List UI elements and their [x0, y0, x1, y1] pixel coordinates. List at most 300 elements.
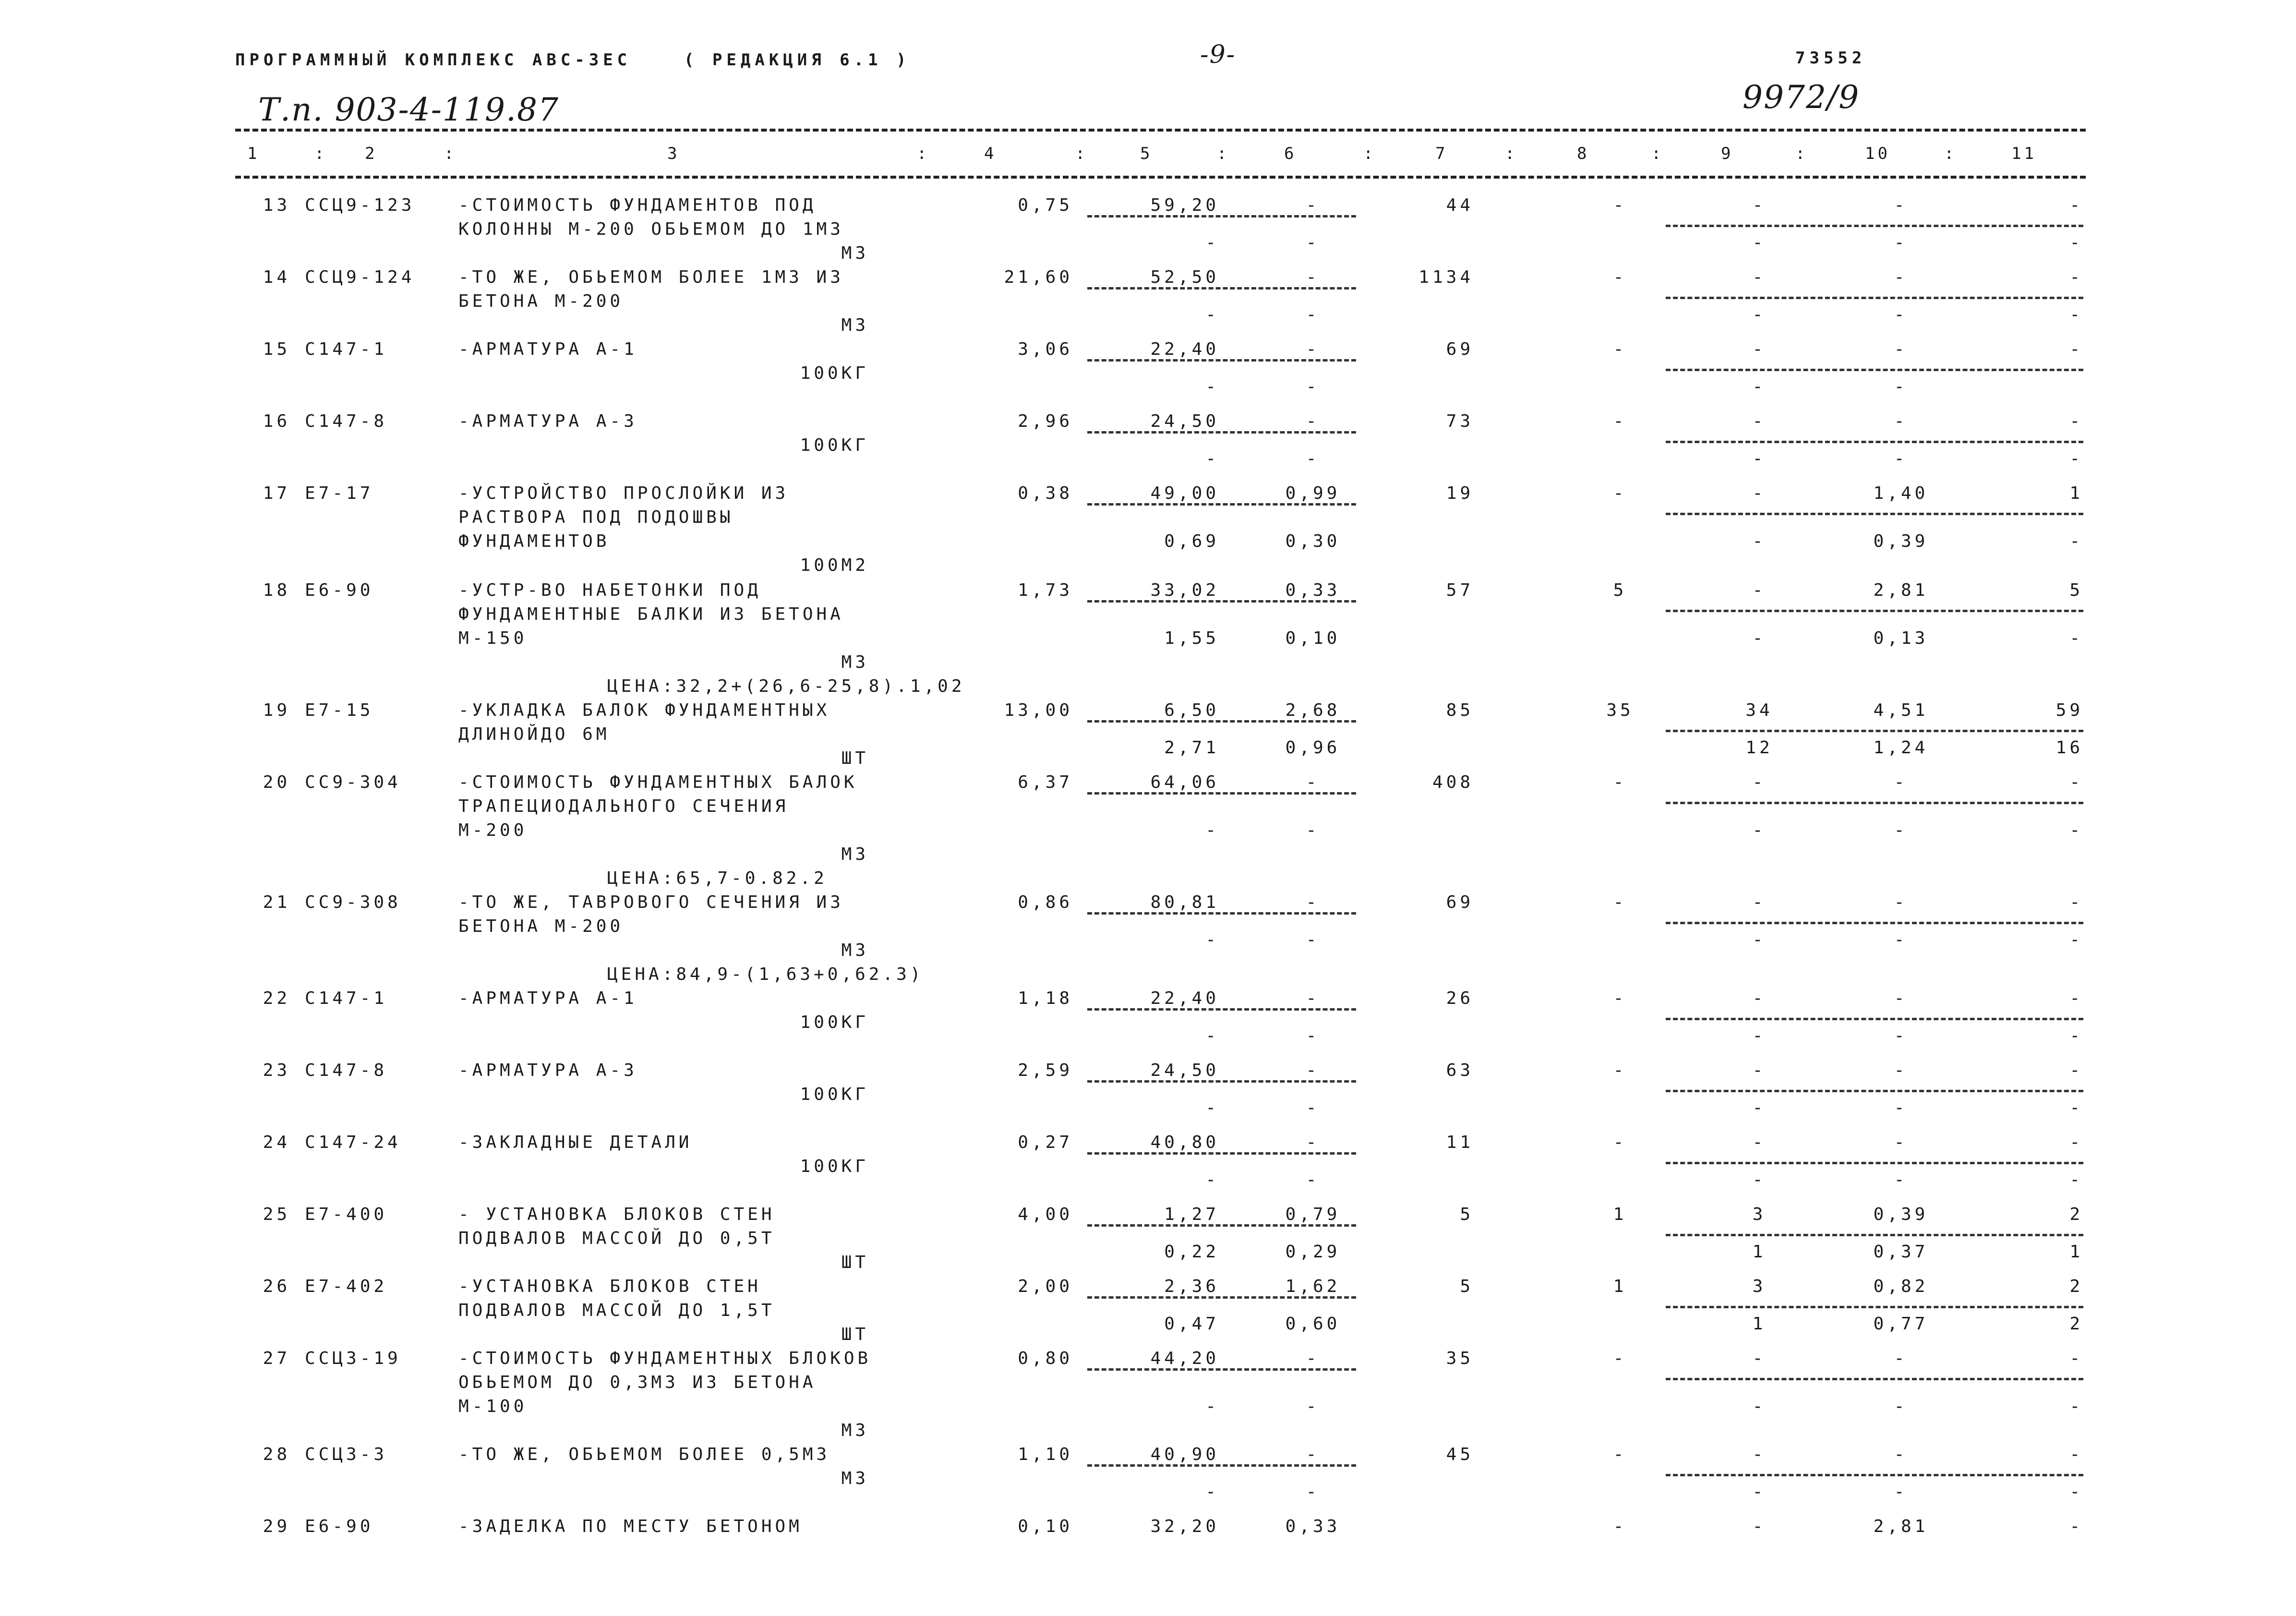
row-number: 19: [263, 700, 290, 720]
unit-of-measure: 100КГ: [800, 435, 869, 455]
unit-price-wages: 0,69: [1164, 531, 1219, 551]
machine-wages: -: [1306, 1026, 1320, 1046]
edition-label: ( РЕДАКЦИЯ 6.1 ): [684, 50, 911, 70]
unit-of-measure: 100КГ: [800, 363, 869, 383]
labor-cost: -: [1894, 1133, 1908, 1152]
rate-code: С147-1: [305, 989, 388, 1008]
labor-wages: -: [1894, 1170, 1908, 1190]
total-cost: 69: [1446, 892, 1474, 912]
work-description: БЕТОНА М-200: [458, 917, 624, 936]
column-number: 5: [1140, 144, 1153, 163]
machine-wages-total: -: [1752, 1026, 1767, 1046]
wage-total: -: [1613, 1517, 1627, 1536]
machine-wages: 0,96: [1285, 738, 1341, 758]
unit-price: 24,50: [1150, 1061, 1219, 1080]
machine-wages-total: -: [1752, 1170, 1767, 1190]
wage-total: 35: [1606, 700, 1634, 720]
sheet-number: 9972/9: [1743, 79, 1860, 116]
sub-rule: [1087, 1368, 1356, 1371]
total-cost: 44: [1446, 195, 1474, 215]
rate-code: Е6-90: [305, 1517, 374, 1536]
labor-total: -: [2069, 339, 2083, 359]
labor-total: 5: [2069, 580, 2083, 600]
machine-total: -: [1752, 411, 1767, 431]
labor-total: -: [2069, 267, 2083, 287]
labor-total: -: [2069, 195, 2083, 215]
unit-of-measure: 100КГ: [800, 1157, 869, 1176]
labor-total: 59: [2056, 700, 2083, 720]
unit-price-wages: 0,47: [1164, 1314, 1219, 1334]
labor-wages-total: -: [2069, 930, 2083, 950]
labor-cost: -: [1894, 989, 1908, 1008]
labor-wages: -: [1894, 233, 1908, 253]
machine-wages-total: 1: [1752, 1314, 1767, 1334]
total-cost: 57: [1446, 580, 1474, 600]
labor-total: 2: [2069, 1277, 2083, 1296]
wage-total: -: [1613, 772, 1627, 792]
work-description: - УСТАНОВКА БЛОКОВ СТЕН: [458, 1205, 775, 1224]
sub-rule: [1087, 359, 1356, 362]
column-number: 10: [1865, 144, 1890, 163]
labor-total: -: [2069, 1133, 2083, 1152]
sub-rule: [1087, 503, 1356, 506]
machine-wages-total: -: [1752, 305, 1767, 325]
unit-of-measure: М3: [841, 243, 869, 263]
project-reference: Т.п. 903-4-119.87: [258, 91, 559, 128]
quantity: 2,00: [1018, 1277, 1073, 1296]
quantity: 1,10: [1018, 1445, 1073, 1464]
column-separator: :: [1363, 144, 1376, 163]
unit-price-wages: -: [1205, 233, 1219, 253]
machine-cost: 0,33: [1285, 580, 1341, 600]
machine-wages-total: -: [1752, 1397, 1767, 1416]
unit-price-wages: -: [1205, 449, 1219, 469]
machine-wages: 0,60: [1285, 1314, 1341, 1334]
wage-total: -: [1613, 892, 1627, 912]
unit-of-measure: М3: [841, 652, 869, 672]
work-description: -ЗАКЛАДНЫЕ ДЕТАЛИ: [458, 1133, 693, 1152]
rate-code: Е7-15: [305, 700, 374, 720]
labor-wages: 1,24: [1873, 738, 1929, 758]
column-number: 6: [1284, 144, 1297, 163]
machine-total: -: [1752, 892, 1767, 912]
labor-cost: -: [1894, 772, 1908, 792]
sub-rule: [1666, 802, 2083, 804]
column-separator: :: [1795, 144, 1808, 163]
wage-total: -: [1613, 1133, 1627, 1152]
machine-cost: 0,79: [1285, 1205, 1341, 1224]
work-description: -УСТР-ВО НАБЕТОНКИ ПОД: [458, 580, 761, 600]
machine-cost: -: [1306, 1445, 1320, 1464]
machine-wages: -: [1306, 449, 1320, 469]
labor-wages-total: 16: [2056, 738, 2083, 758]
sub-rule: [1087, 1224, 1356, 1227]
price-note: ЦЕНА:65,7-0.82.2: [607, 868, 828, 888]
unit-price: 32,20: [1150, 1517, 1219, 1536]
machine-total: 3: [1752, 1277, 1767, 1296]
machine-wages: 0,10: [1285, 628, 1341, 648]
sub-rule: [1666, 922, 2083, 924]
rate-code: ССЦ9-123: [305, 195, 415, 215]
machine-cost: 0,33: [1285, 1517, 1341, 1536]
labor-wages: -: [1894, 930, 1908, 950]
machine-cost: -: [1306, 339, 1320, 359]
unit-price: 2,36: [1164, 1277, 1219, 1296]
rate-code: С147-24: [305, 1133, 401, 1152]
machine-total: -: [1752, 339, 1767, 359]
labor-wages: -: [1894, 449, 1908, 469]
quantity: 6,37: [1018, 772, 1073, 792]
work-description: -АРМАТУРА А-1: [458, 989, 637, 1008]
unit-price: 40,80: [1150, 1133, 1219, 1152]
unit-price-wages: 1,55: [1164, 628, 1219, 648]
rate-code: Е7-402: [305, 1277, 388, 1296]
unit-price: 22,40: [1150, 989, 1219, 1008]
sub-rule: [1087, 215, 1356, 217]
machine-wages-total: -: [1752, 1482, 1767, 1502]
labor-cost: 1,40: [1873, 483, 1929, 503]
machine-total: -: [1752, 1349, 1767, 1368]
quantity: 13,00: [1004, 700, 1073, 720]
quantity: 1,73: [1018, 580, 1073, 600]
unit-of-measure: М3: [841, 1469, 869, 1488]
labor-wages-total: -: [2069, 1170, 2083, 1190]
rate-code: Е6-90: [305, 580, 374, 600]
column-number: 1: [247, 144, 260, 163]
labor-cost: 0,39: [1873, 1205, 1929, 1224]
column-separator: :: [1217, 144, 1230, 163]
total-cost: 5: [1460, 1205, 1474, 1224]
rate-code: Е7-17: [305, 483, 374, 503]
page-number: -9-: [1200, 40, 1236, 69]
wage-total: -: [1613, 1061, 1627, 1080]
labor-cost: -: [1894, 195, 1908, 215]
machine-wages-total: -: [1752, 449, 1767, 469]
machine-cost: 0,99: [1285, 483, 1341, 503]
labor-wages-total: -: [2069, 1026, 2083, 1046]
work-description: -СТОИМОСТЬ ФУНДАМЕНТНЫХ БАЛОК: [458, 772, 858, 792]
work-description: -СТОИМОСТЬ ФУНДАМЕНТОВ ПОД: [458, 195, 817, 215]
machine-wages-total: -: [1752, 930, 1767, 950]
unit-price-wages: -: [1205, 930, 1219, 950]
quantity: 0,80: [1018, 1349, 1073, 1368]
machine-wages-total: -: [1752, 820, 1767, 840]
unit-of-measure: ШТ: [841, 1253, 869, 1272]
wage-total: -: [1613, 989, 1627, 1008]
column-number: 4: [984, 144, 997, 163]
quantity: 2,59: [1018, 1061, 1073, 1080]
row-number: 22: [263, 989, 290, 1008]
unit-price: 40,90: [1150, 1445, 1219, 1464]
work-description: -АРМАТУРА А-1: [458, 339, 637, 359]
unit-price: 80,81: [1150, 892, 1219, 912]
sub-rule: [1087, 600, 1356, 603]
row-number: 17: [263, 483, 290, 503]
machine-total: 34: [1745, 700, 1773, 720]
machine-total: -: [1752, 1061, 1767, 1080]
rate-code: СС9-304: [305, 772, 401, 792]
unit-of-measure: ШТ: [841, 1325, 869, 1344]
sub-rule: [1666, 297, 2083, 299]
column-separator: :: [917, 144, 930, 163]
machine-wages: -: [1306, 820, 1320, 840]
wage-total: -: [1613, 483, 1627, 503]
labor-cost: -: [1894, 1349, 1908, 1368]
unit-of-measure: М3: [841, 844, 869, 864]
labor-wages-total: -: [2069, 820, 2083, 840]
sub-rule: [1087, 431, 1356, 434]
machine-total: 3: [1752, 1205, 1767, 1224]
total-cost: 35: [1446, 1349, 1474, 1368]
row-number: 23: [263, 1061, 290, 1080]
total-cost: 26: [1446, 989, 1474, 1008]
work-description: ПОДВАЛОВ МАССОЙ ДО 0,5Т: [458, 1229, 775, 1248]
unit-price-wages: 0,22: [1164, 1242, 1219, 1262]
sub-rule: [1666, 369, 2083, 371]
labor-cost: 4,51: [1873, 700, 1929, 720]
work-description: БЕТОНА М-200: [458, 291, 624, 311]
work-description: -УСТРОЙСТВО ПРОСЛОЙКИ ИЗ: [458, 483, 789, 503]
column-separator: :: [1075, 144, 1088, 163]
unit-price-wages: -: [1205, 1397, 1219, 1416]
quantity: 4,00: [1018, 1205, 1073, 1224]
row-number: 14: [263, 267, 290, 287]
labor-total: -: [2069, 1445, 2083, 1464]
labor-total: -: [2069, 1349, 2083, 1368]
price-note: ЦЕНА:84,9-(1,63+0,62.3): [607, 965, 924, 984]
machine-cost: -: [1306, 411, 1320, 431]
total-cost: 45: [1446, 1445, 1474, 1464]
labor-wages-total: -: [2069, 305, 2083, 325]
labor-wages-total: 1: [2069, 1242, 2083, 1262]
unit-price-wages: -: [1205, 1026, 1219, 1046]
labor-cost: -: [1894, 411, 1908, 431]
work-description: -ТО ЖЕ, ОБЬЕМОМ БОЛЕЕ 0,5М3: [458, 1445, 830, 1464]
rate-code: С147-8: [305, 411, 388, 431]
column-separator: :: [1651, 144, 1664, 163]
sub-rule: [1666, 513, 2083, 515]
unit-price: 6,50: [1164, 700, 1219, 720]
labor-total: -: [2069, 772, 2083, 792]
column-separator: :: [444, 144, 457, 163]
work-description: -СТОИМОСТЬ ФУНДАМЕНТНЫХ БЛОКОВ: [458, 1349, 872, 1368]
machine-wages-total: -: [1752, 628, 1767, 648]
sub-rule: [1087, 1008, 1356, 1011]
rate-code: ССЦ3-19: [305, 1349, 401, 1368]
row-number: 18: [263, 580, 290, 600]
work-description: ФУНДАМЕНТНЫЕ БАЛКИ ИЗ БЕТОНА: [458, 604, 844, 624]
sub-rule: [1087, 792, 1356, 795]
total-cost: 63: [1446, 1061, 1474, 1080]
labor-cost: -: [1894, 339, 1908, 359]
machine-wages: -: [1306, 1397, 1320, 1416]
wage-total: 1: [1613, 1277, 1627, 1296]
unit-price-wages: -: [1205, 820, 1219, 840]
labor-total: -: [2069, 1061, 2083, 1080]
machine-wages-total: 1: [1752, 1242, 1767, 1262]
sub-rule: [1666, 1162, 2083, 1164]
rate-code: Е7-400: [305, 1205, 388, 1224]
labor-cost: 2,81: [1873, 580, 1929, 600]
work-description: ПОДВАЛОВ МАССОЙ ДО 1,5Т: [458, 1301, 775, 1320]
labor-wages-total: -: [2069, 1397, 2083, 1416]
machine-wages: -: [1306, 1482, 1320, 1502]
machine-cost: -: [1306, 1133, 1320, 1152]
row-number: 26: [263, 1277, 290, 1296]
quantity: 3,06: [1018, 339, 1073, 359]
row-number: 20: [263, 772, 290, 792]
column-number: 7: [1435, 144, 1448, 163]
wage-total: -: [1613, 1349, 1627, 1368]
labor-wages: -: [1894, 1026, 1908, 1046]
wage-total: -: [1613, 411, 1627, 431]
work-description: ТРАПЕЦИОДАЛЬНОГО СЕЧЕНИЯ: [458, 796, 789, 816]
quantity: 0,10: [1018, 1517, 1073, 1536]
machine-cost: -: [1306, 1061, 1320, 1080]
quantity: 0,75: [1018, 195, 1073, 215]
unit-price-wages: -: [1205, 1098, 1219, 1118]
machine-total: -: [1752, 267, 1767, 287]
labor-cost: 0,82: [1873, 1277, 1929, 1296]
total-cost: 69: [1446, 339, 1474, 359]
machine-cost: -: [1306, 1349, 1320, 1368]
work-description: ФУНДАМЕНТОВ: [458, 531, 610, 551]
sub-rule: [1666, 1378, 2083, 1380]
work-description: М-200: [458, 820, 528, 840]
unit-price: 49,00: [1150, 483, 1219, 503]
labor-wages: -: [1894, 820, 1908, 840]
sub-rule: [1666, 730, 2083, 732]
unit-of-measure: 100КГ: [800, 1085, 869, 1104]
machine-total: -: [1752, 772, 1767, 792]
unit-of-measure: М3: [841, 315, 869, 335]
unit-price: 22,40: [1150, 339, 1219, 359]
row-number: 21: [263, 892, 290, 912]
work-description: -АРМАТУРА А-3: [458, 1061, 637, 1080]
unit-of-measure: М3: [841, 941, 869, 960]
machine-wages-total: -: [1752, 1098, 1767, 1118]
machine-total: -: [1752, 1445, 1767, 1464]
machine-wages: -: [1306, 1098, 1320, 1118]
work-description: КОЛОННЫ М-200 ОБЬЕМОМ ДО 1М3: [458, 219, 844, 239]
machine-total: -: [1752, 580, 1767, 600]
labor-wages-total: -: [2069, 1098, 2083, 1118]
unit-price-wages: -: [1205, 1170, 1219, 1190]
wage-total: -: [1613, 195, 1627, 215]
rate-code: С147-1: [305, 339, 388, 359]
rate-code: С147-8: [305, 1061, 388, 1080]
machine-cost: -: [1306, 267, 1320, 287]
sub-rule: [1666, 1306, 2083, 1308]
column-number: 2: [365, 144, 378, 163]
wage-total: 1: [1613, 1205, 1627, 1224]
sub-rule: [1666, 610, 2083, 612]
wage-total: -: [1613, 339, 1627, 359]
labor-total: -: [2069, 892, 2083, 912]
machine-wages: -: [1306, 377, 1320, 397]
sub-rule: [1666, 1090, 2083, 1092]
quantity: 1,18: [1018, 989, 1073, 1008]
unit-price-wages: -: [1205, 1482, 1219, 1502]
row-number: 13: [263, 195, 290, 215]
row-number: 16: [263, 411, 290, 431]
machine-total: -: [1752, 195, 1767, 215]
row-number: 27: [263, 1349, 290, 1368]
sub-rule: [1666, 1474, 2083, 1476]
labor-wages-total: -: [2069, 1482, 2083, 1502]
labor-total: 1: [2069, 483, 2083, 503]
sub-rule: [1087, 1464, 1356, 1467]
unit-price: 64,06: [1150, 772, 1219, 792]
quantity: 2,96: [1018, 411, 1073, 431]
machine-total: -: [1752, 1133, 1767, 1152]
machine-total: -: [1752, 1517, 1767, 1536]
sub-rule: [1666, 1234, 2083, 1236]
work-description: -УКЛАДКА БАЛОК ФУНДАМЕНТНЫХ: [458, 700, 830, 720]
program-title: ПРОГРАММНЫЙ КОМПЛЕКС АВС-ЗЕС: [235, 50, 632, 70]
labor-wages-total: -: [2069, 531, 2083, 551]
work-description: -ТО ЖЕ, ТАВРОВОГО СЕЧЕНИЯ ИЗ: [458, 892, 844, 912]
unit-price: 24,50: [1150, 411, 1219, 431]
labor-cost: -: [1894, 267, 1908, 287]
column-separator: :: [1505, 144, 1518, 163]
column-number: 11: [2011, 144, 2037, 163]
row-number: 15: [263, 339, 290, 359]
work-description: -АРМАТУРА А-3: [458, 411, 637, 431]
machine-total: -: [1752, 483, 1767, 503]
machine-cost: -: [1306, 195, 1320, 215]
machine-cost: 1,62: [1285, 1277, 1341, 1296]
machine-cost: -: [1306, 892, 1320, 912]
machine-wages-total: -: [1752, 531, 1767, 551]
sub-rule: [1666, 441, 2083, 443]
unit-price: 52,50: [1150, 267, 1219, 287]
price-note: ЦЕНА:32,2+(26,6-25,8).1,02: [607, 676, 965, 696]
labor-total: -: [2069, 1517, 2083, 1536]
machine-wages: 0,29: [1285, 1242, 1341, 1262]
labor-cost: -: [1894, 1445, 1908, 1464]
labor-wages: 0,77: [1873, 1314, 1929, 1334]
unit-of-measure: 100КГ: [800, 1013, 869, 1032]
unit-price: 59,20: [1150, 195, 1219, 215]
labor-total: -: [2069, 411, 2083, 431]
machine-wages: -: [1306, 233, 1320, 253]
unit-price: 1,27: [1164, 1205, 1219, 1224]
column-number: 8: [1577, 144, 1590, 163]
work-description: ОБЬЕМОМ ДО 0,3М3 ИЗ БЕТОНА: [458, 1373, 817, 1392]
wage-total: 5: [1613, 580, 1627, 600]
work-description: М-100: [458, 1397, 528, 1416]
total-cost: 5: [1460, 1277, 1474, 1296]
work-description: -УСТАНОВКА БЛОКОВ СТЕН: [458, 1277, 761, 1296]
labor-total: 2: [2069, 1205, 2083, 1224]
total-cost: 19: [1446, 483, 1474, 503]
total-cost: 1134: [1418, 267, 1474, 287]
machine-wages-total: -: [1752, 233, 1767, 253]
machine-cost: 2,68: [1285, 700, 1341, 720]
labor-wages: -: [1894, 1098, 1908, 1118]
total-cost: 73: [1446, 411, 1474, 431]
unit-price: 33,02: [1150, 580, 1219, 600]
labor-cost: 2,81: [1873, 1517, 1929, 1536]
unit-price-wages: 2,71: [1164, 738, 1219, 758]
quantity: 0,38: [1018, 483, 1073, 503]
labor-wages: -: [1894, 305, 1908, 325]
labor-wages: 0,13: [1873, 628, 1929, 648]
sub-rule: [1087, 912, 1356, 915]
labor-wages: -: [1894, 1397, 1908, 1416]
labor-wages: -: [1894, 1482, 1908, 1502]
